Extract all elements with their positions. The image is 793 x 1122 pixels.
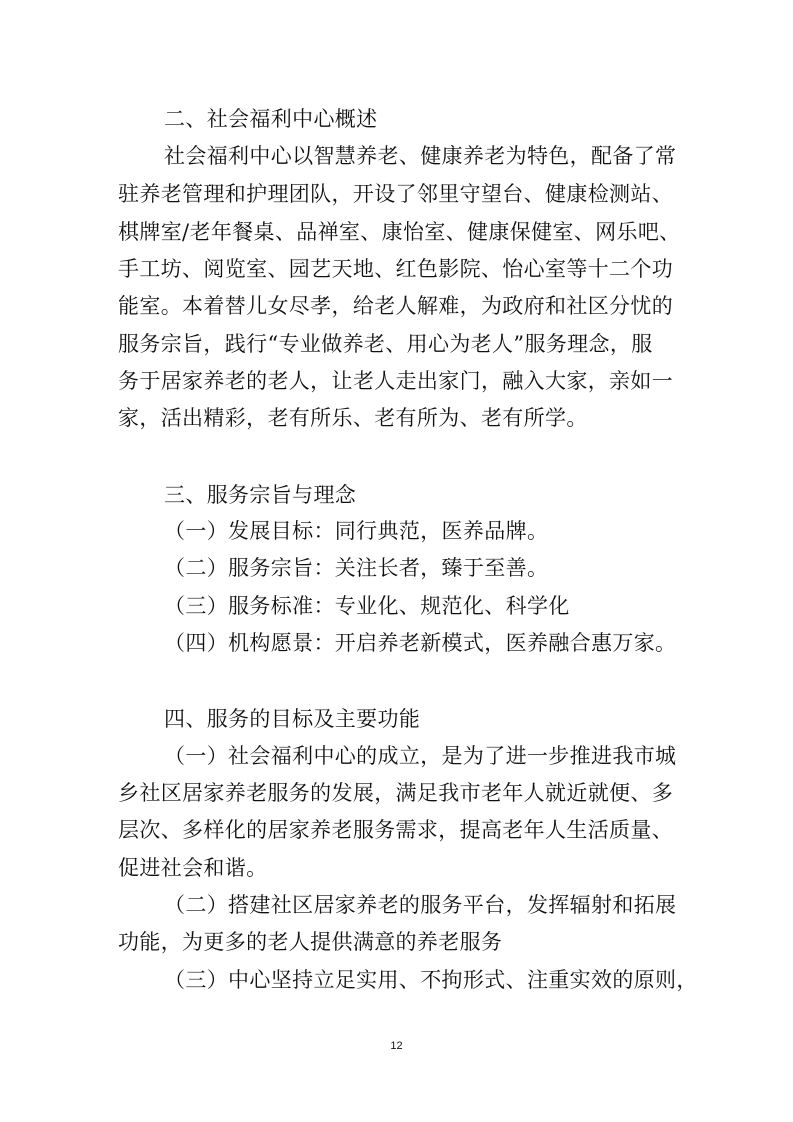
section-2-line-3: 棋牌室/老年餐桌、品禅室、康怡室、健康保健室、网乐吧、 [118,220,681,244]
section-4-item-2-line-1: （二）搭建社区居家养老的服务平台，发挥辐射和拓展 [164,893,677,917]
section-3-heading: 三、服务宗旨与理念 [164,483,357,507]
section-4-item-2-line-2: 功能，为更多的老人提供满意的养老服务 [118,930,503,954]
section-4-heading: 四、服务的目标及主要功能 [164,707,421,731]
section-4-item-1-line-3: 层次、多样化的居家养老服务需求，提高老年人生活质量、 [118,818,674,842]
section-2-line-7: 务于居家养老的老人，让老人走出家门，融入大家，亲如一 [118,369,674,393]
section-4-item-1-line-4: 促进社会和谐。 [118,856,268,880]
section-4-item-1-line-1: （一）社会福利中心的成立，是为了进一步推进我市城 [164,744,677,768]
section-3-item-1: （一）发展目标：同行典范，医养品牌。 [164,519,549,543]
section-2-line-6: 服务宗旨，践行“专业做养老、用心为老人”服务理念，服 [118,332,653,356]
section-3-item-4: （四）机构愿景：开启养老新模式，医养融合惠万家。 [164,631,677,655]
section-2-line-4: 手工坊、阅览室、园艺天地、红色影院、怡心室等十二个功 [118,257,674,281]
section-2-line-8: 家，活出精彩，老有所乐、老有所为、老有所学。 [118,406,588,430]
page-number: 12 [390,1040,403,1052]
section-2-heading: 二、社会福利中心概述 [164,107,378,131]
section-4-item-1-line-2: 乡社区居家养老服务的发展，满足我市老年人就近就便、多 [118,781,674,805]
section-3-item-3: （三）服务标准：专业化、规范化、科学化 [164,594,570,618]
section-2-line-5: 能室。本着替儿女尽孝，给老人解难，为政府和社区分忧的 [118,294,674,318]
section-2-line-2: 驻养老管理和护理团队，开设了邻里守望台、健康检测站、 [118,182,674,206]
section-3-item-2: （二）服务宗旨：关注长者，臻于至善。 [164,556,549,580]
section-4-item-3-line-1: （三）中心坚持立足实用、不拘形式、注重实效的原则， [164,968,698,992]
section-2-line-1: 社会福利中心以智慧养老、健康养老为特色，配备了常 [164,144,677,168]
